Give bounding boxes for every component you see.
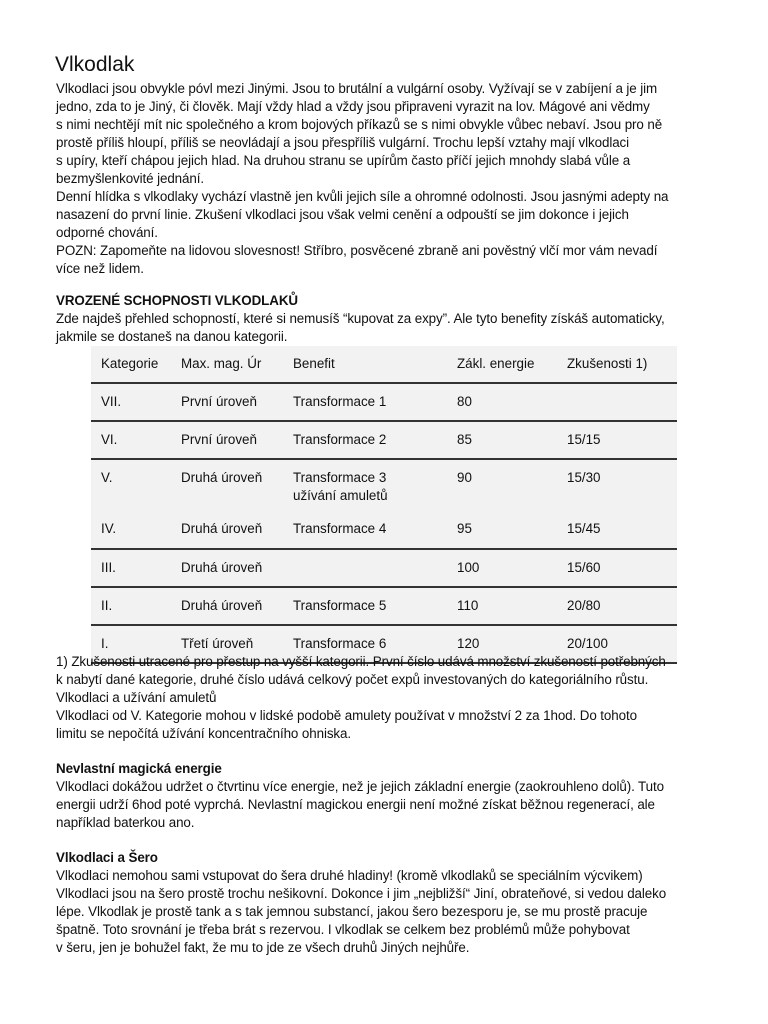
cell-level: Druhá úroveň <box>181 521 263 536</box>
cell-category: VII. <box>101 394 122 409</box>
text-line: špatně. Toto srovnání je třeba brát s rezervou. I vlkodlak se celkem bez problémů může pohybovat <box>56 922 630 937</box>
intro-paragraph <box>56 80 736 278</box>
text-line: Vlkodlaci jsou na šero prostě trochu nešikovní. Dokonce i jim „nejbližší“ Jiní, obrateňové, si vedou daleko <box>56 886 667 901</box>
text-line: odporné chování. <box>56 225 158 240</box>
header-cell: Benefit <box>293 356 335 371</box>
header-cell: Zkušenosti 1) <box>567 356 648 371</box>
text-line: více než lidem. <box>56 261 144 276</box>
text-line: Vlkodlaci jsou obvykle póvl mezi Jinými. Jsou to brutální a vulgární osoby. Vyžívají se v zabíjení a je jim <box>56 81 658 96</box>
section-heading: Vlkodlaci a Šero <box>56 850 158 865</box>
text-line: Zde najdeš přehled schopností, které si nemusíš “kupovat za expy”. Ale tyto benefity získáš automaticky, <box>56 311 665 326</box>
cell-benefit: Transformace 1 <box>293 394 387 409</box>
text-line: 1) Zkušenosti utracené pro přestup na vyšší kategorii. První číslo udává množství zkušeností potřebných <box>56 654 666 669</box>
cell-category: III. <box>101 560 116 575</box>
text-line: prostě příliš hloupí, příliš se neovládají a jsou přespříliš vulgární. Trochu lepší vztahy mají vlkodlaci <box>56 135 630 150</box>
cell-experience: 20/100 <box>567 636 608 651</box>
cell-benefit: Transformace 3 užívání amuletů <box>293 470 388 503</box>
text-line: Denní hlídka s vlkodlaky vychází vlastně jen kvůli jejich síle a ohromné odolnosti. Jsou jasnými adepty na <box>56 189 669 204</box>
section-heading: VROZENÉ SCHOPNOSTI VLKODLAKŮ <box>56 293 298 308</box>
cell-energy: 80 <box>457 394 472 409</box>
text-line: bezmyšlenkovité jednání. <box>56 171 204 186</box>
cell-energy: 95 <box>457 521 472 536</box>
page-title: Vlkodlak <box>55 53 135 76</box>
table-row <box>91 514 677 549</box>
cell-energy: 90 <box>457 470 472 485</box>
text-line: k nabytí dané kategorie, druhé číslo udává celkový počet expů investovaných do kategoriálního růstu. <box>56 672 649 687</box>
cell-level: Druhá úroveň <box>181 560 263 575</box>
text-line: limitu se nepočítá užívání koncentračního ohniska. <box>56 726 351 741</box>
text-line: Vlkodlaci dokážou udržet o čtvrtinu více energie, než je jejich základní energie (zaokrouhleno dolů). Tuto <box>56 779 664 794</box>
header-cell: Max. mag. Úr <box>181 356 262 371</box>
text-line: například baterkou ano. <box>56 815 195 830</box>
cell-category: IV. <box>101 521 117 536</box>
cell-category: II. <box>101 598 113 613</box>
cell-experience: 15/15 <box>567 432 601 447</box>
text-line: jakmile se dostaneš na danou kategorii. <box>56 329 288 344</box>
cell-energy: 85 <box>457 432 472 447</box>
text-line: energii udrží 6hod poté vyprchá. Nevlastní magickou energii není možné získat běžnou regenerací, ale <box>56 797 655 812</box>
cell-level: Třetí úroveň <box>181 636 254 651</box>
cell-experience: 15/60 <box>567 560 601 575</box>
cell-benefit: Transformace 2 <box>293 432 387 447</box>
cell-level: Druhá úroveň <box>181 470 263 485</box>
text-line: lépe. Vlkodlak je prostě tank a s tak jemnou substancí, jakou šero bezesporu je, se mu prostě pracuje <box>56 904 648 919</box>
cell-experience: 15/45 <box>567 521 601 536</box>
energy-section <box>56 760 736 832</box>
text-line: s nimi nechtějí mít nic společného a krom bojových příkazů se s nimi obvykle vůbec nebaví. Jsou pro ně <box>56 117 663 132</box>
cell-category: I. <box>101 636 109 651</box>
abilities-section <box>56 292 736 346</box>
cell-experience: 15/30 <box>567 470 601 485</box>
table-row <box>91 587 677 625</box>
text-line: Vlkodlaci a užívání amuletů <box>56 690 217 705</box>
cell-benefit: Transformace 6 <box>293 636 387 651</box>
table-row <box>91 421 677 459</box>
table-row <box>91 549 677 587</box>
text-line: v šeru, jen je bohužel fakt, že mu to jde ze všech druhů Jiných nejhůře. <box>56 940 470 955</box>
cell-energy: 120 <box>457 636 480 651</box>
cell-energy: 100 <box>457 560 480 575</box>
text-line: jedno, zda to je Jiný, či člověk. Mají vždy hlad a vždy jsou připraveni vyrazit na lov. Mágové ani vědmy <box>56 99 650 114</box>
header-cell: Kategorie <box>101 356 159 371</box>
text-line: s upíry, kteří chápou jejich hlad. Na druhou stranu se upírům často příčí jejich mnohdy slabá vůle a <box>56 153 631 168</box>
table-row <box>91 383 677 421</box>
abilities-table <box>91 346 677 664</box>
cell-category: VI. <box>101 432 118 447</box>
cell-experience: 20/80 <box>567 598 601 613</box>
table-header-row <box>91 346 677 383</box>
cell-level: První úroveň <box>181 394 257 409</box>
text-line: POZN: Zapomeňte na lidovou slovesnost! Stříbro, posvěcené zbraně ani pověstný vlčí mor vám nevadí <box>56 243 658 258</box>
cell-benefit: Transformace 5 <box>293 598 387 613</box>
cell-energy: 110 <box>457 598 479 613</box>
header-cell: Zákl. energie <box>457 356 535 371</box>
sero-section <box>56 849 736 957</box>
text-line: nasazení do první linie. Zkušení vlkodlaci jsou však velmi cenění a odpouští se jim dokonce i jejich <box>56 207 629 222</box>
cell-level: První úroveň <box>181 432 257 447</box>
cell-level: Druhá úroveň <box>181 598 263 613</box>
cell-benefit: Transformace 4 <box>293 521 387 536</box>
text-line: Vlkodlaci nemohou sami vstupovat do šera druhé hladiny! (kromě vlkodlaků se speciálním výcvikem) <box>56 868 643 883</box>
footnote <box>56 653 736 743</box>
table-row <box>91 459 677 514</box>
cell-experience <box>567 384 677 393</box>
cell-benefit <box>293 550 447 559</box>
cell-category: V. <box>101 470 113 485</box>
section-heading: Nevlastní magická energie <box>56 761 222 776</box>
text-line: Vlkodlaci od V. Kategorie mohou v lidské podobě amulety používat v množství 2 za 1hod. Do tohoto <box>56 708 637 723</box>
